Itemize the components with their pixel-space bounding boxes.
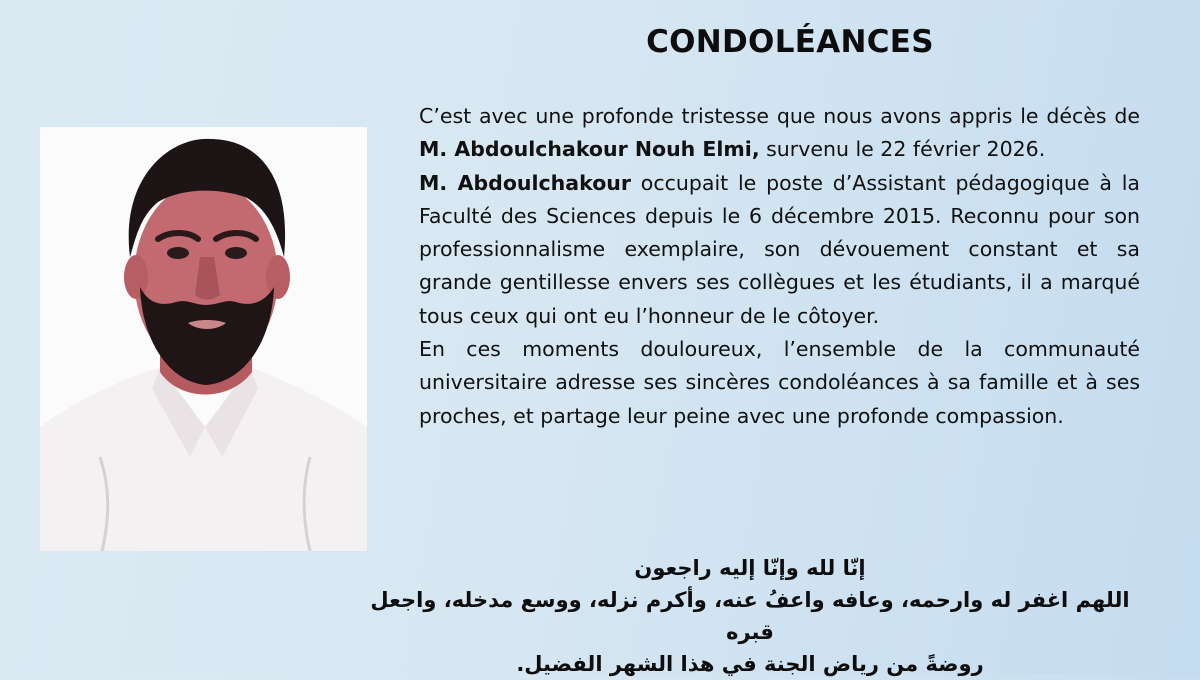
- deceased-name: M. Abdoulchakour Nouh Elmi,: [419, 137, 760, 162]
- portrait-photo: [40, 127, 367, 551]
- paragraph-3: [419, 333, 1140, 433]
- paragraph-3-text: En ces moments douloureux, l’ensemble de la communauté universitaire adresse ses sincères condoléances à sa famille et à ses proches, et partage leur peine avec une profonde compassion.: [419, 337, 1140, 428]
- condolence-text: [419, 100, 1140, 433]
- arabic-prayer: [360, 552, 1140, 680]
- portrait-icon: [40, 127, 367, 551]
- arabic-line-1: إنّا لله وإنّا إليه راجعون: [634, 556, 866, 580]
- arabic-line-2: اللهم اغفر له وارحمه، وعافه واعفُ عنه، وأكرم نزله، ووسع مدخله، واجعل قبره: [370, 588, 1130, 644]
- paragraph-1: [419, 100, 1140, 167]
- arabic-line-3: روضةً من رياض الجنة في هذا الشهر الفضيل.: [516, 652, 984, 676]
- paragraph-1-intro: C’est avec une profonde tristesse que nous avons appris le décès de: [419, 104, 1140, 128]
- paragraph-2: [419, 167, 1140, 333]
- paragraph-2-text: occupait le poste d’Assistant pédagogique à la Faculté des Sciences depuis le 6 décembre 2015. Reconnu pour son professionnalisme exemplaire, son dévouement constant et sa grande gentillesse envers ses collègues et les étudiants, il a marqué tous ceux qui ont eu l’honneur de le côtoyer.: [419, 170, 1140, 328]
- deceased-short-name: M. Abdoulchakour: [419, 170, 631, 195]
- paragraph-1-date: survenu le 22 février 2026.: [759, 137, 1046, 162]
- page-title: CONDOLÉANCES: [646, 24, 934, 60]
